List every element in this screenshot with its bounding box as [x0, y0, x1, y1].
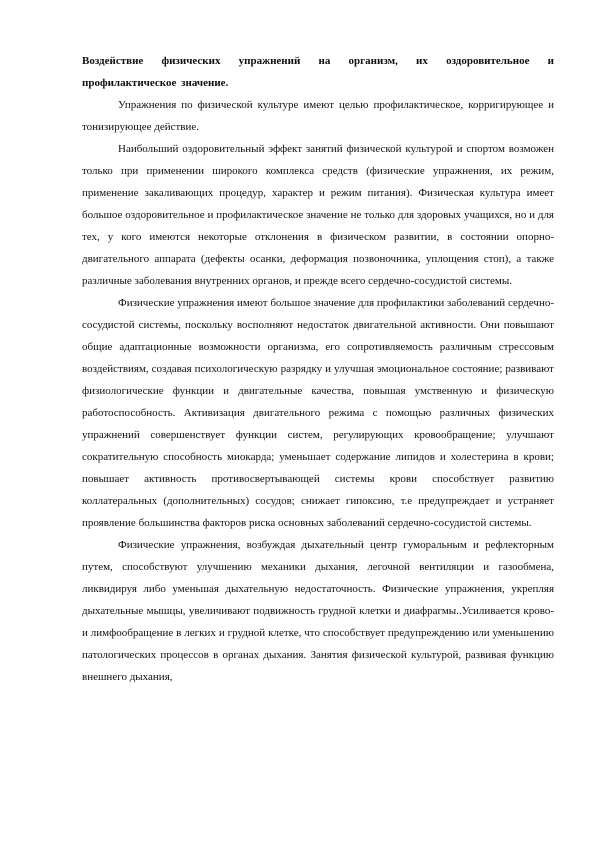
document-page — [82, 50, 554, 688]
document-title: Воздействие физических упражнений на организм, их оздоровительное и профилактическое значение. — [82, 55, 554, 89]
paragraph-purpose: Упражнения по физической культуре имеют целью профилактическое, корригирующее и тонизирующее действие. — [82, 99, 554, 133]
paragraph-cardiovascular: Физические упражнения имеют большое значение для профилактики заболеваний сердечно-сосудистой системы, поскольку восполняют недостаток двигательной активности. Они повышают общие адаптационные возможности организма, его сопротивляемость различным стрессовым воздействиям, создавая психологическую разрядку и улучшая эмоциональное состояние; развивают физиологические функции и двигательные качества, повышая умственную и физическую работоспособность. Активизация двигательного режима с помощью различных физических упражнений совершенствует функции систем, регулирующих кровообращение; улучшают сократительную способность миокарда; уменьшает содержание липидов и холестерина в крови; повышает активность противосвертывающей системы крови способствует развитию коллатеральных (дополнительных) сосудов; снижает гипоксию, т.е предупреждает и устраняет проявление большинства факторов риска основных заболеваний сердечно-сосудистой системы. — [82, 297, 554, 529]
paragraph-health-effect: Наибольший оздоровительный эффект занятий физической культурой и спортом возможен только при применении широкого комплекса средств (физические упражнения, их режим, применение закаливающих процедур, характер и режим питания). Физическая культура имеет большое оздоровительное и профилактическое значение не только для здоровых учащихся, но и для тех, у кого имеются некоторые отклонения в физическом развитии, в состоянии опорно-двигательного аппарата (дефекты осанки, деформация позвоночника, уплощения стоп), а также различные заболевания внутренних органов, и прежде всего сердечно-сосудистой системы. — [82, 143, 554, 287]
paragraph-respiratory: Физические упражнения, возбуждая дыхательный центр гуморальным и рефлекторным путем, способствуют улучшению механики дыхания, легочной вентиляции и газообмена, ликвидируя либо уменьшая дыхательную недостаточность. Физические упражнения, укрепляя дыхательные мышцы, увеличивают подвижность грудной клетки и диафрагмы..Усиливается крово- и лимфообращение в легких и грудной клетке, что способствует предупреждению или уменьшению патологических процессов в органах дыхания. Занятия физической культурой, развивая функцию внешнего дыхания, — [82, 539, 554, 683]
